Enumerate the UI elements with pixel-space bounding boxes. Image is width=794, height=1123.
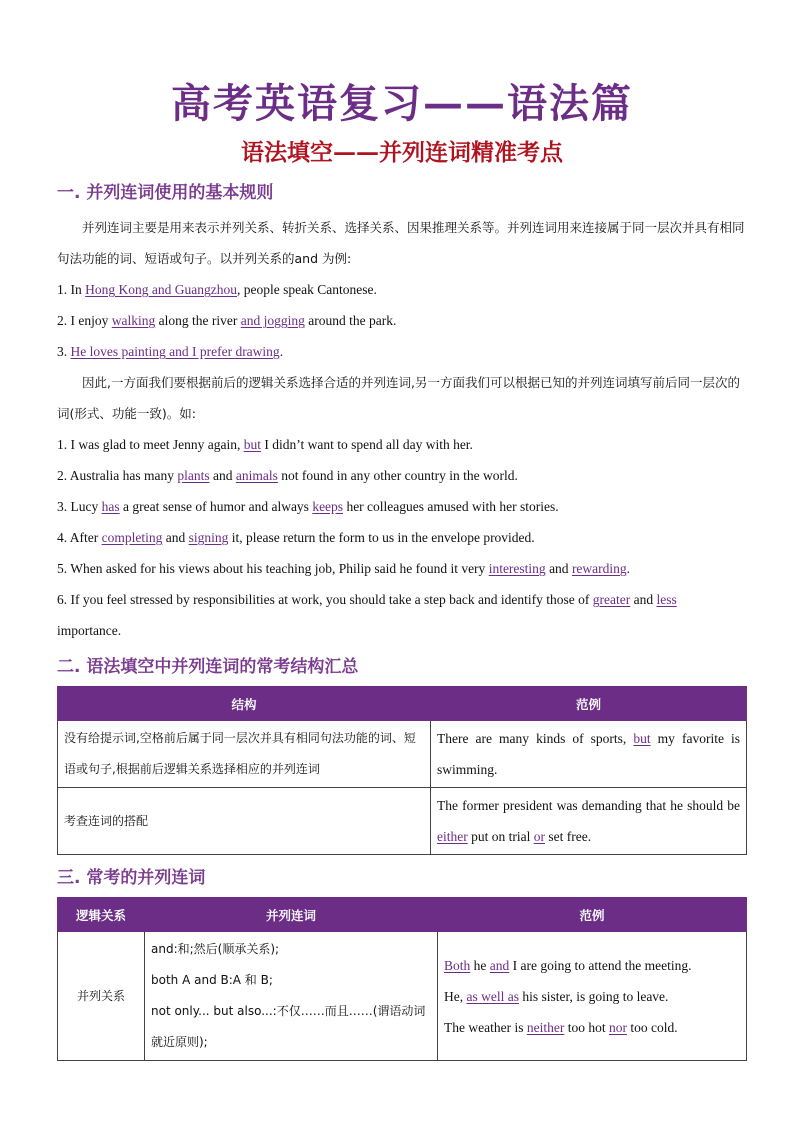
answer: nor xyxy=(608,1019,627,1035)
text: 1. In xyxy=(57,282,86,297)
section1-heading: 一. 并列连词使用的基本规则 xyxy=(57,183,274,203)
text: The weather is xyxy=(444,1019,527,1035)
column-header: 结构 xyxy=(58,687,431,721)
table-row xyxy=(58,721,747,788)
column-header: 范例 xyxy=(438,898,747,932)
text: he xyxy=(470,957,490,973)
question-line-4 xyxy=(57,522,747,553)
conjunction-item: and:和;然后(顺承关系); xyxy=(151,942,280,956)
answer: as well as xyxy=(466,988,519,1004)
text: 3. Lucy xyxy=(57,499,102,514)
structure-cell: 没有给提示词,空格前后属于同一层次并具有相同句法功能的词、短语或句子,根据前后逻辑关系选择相应的并列连词 xyxy=(58,721,431,788)
example-cell xyxy=(438,932,747,1061)
example-line-2 xyxy=(57,305,747,336)
example-line xyxy=(444,950,740,981)
answer: signing xyxy=(188,530,229,545)
text: . xyxy=(279,344,284,359)
text: put on trial xyxy=(467,829,534,844)
text: too cold. xyxy=(626,1019,678,1035)
answer: completing xyxy=(101,530,163,545)
table-row xyxy=(58,788,747,855)
text: . xyxy=(626,561,631,576)
text: 3. xyxy=(57,344,71,359)
structures-table xyxy=(57,686,747,855)
text: and xyxy=(209,468,236,483)
example-line xyxy=(444,981,740,1012)
conjunction-item: not only... but also...:不仅……而且……(谓语动词就近原则); xyxy=(151,1004,426,1049)
table-header-row xyxy=(58,898,747,932)
example-line xyxy=(444,1012,740,1043)
conjunction-cell xyxy=(145,932,438,1061)
text: , people speak Cantonese. xyxy=(236,282,377,297)
text: 4. After xyxy=(57,530,102,545)
column-header: 范例 xyxy=(431,687,747,721)
text: a great sense of humor and always xyxy=(119,499,313,514)
question-line-1 xyxy=(57,429,747,460)
answer: either xyxy=(437,829,468,844)
answer: and jogging xyxy=(240,313,305,328)
conjunctions-table xyxy=(57,897,747,1061)
structure-cell: 考查连词的搭配 xyxy=(58,788,431,855)
answer: walking xyxy=(111,313,156,328)
answer: Both xyxy=(444,957,471,973)
text: set free. xyxy=(544,829,592,844)
answer: keeps xyxy=(312,499,344,514)
answer: interesting xyxy=(488,561,546,576)
text: and xyxy=(162,530,189,545)
subtitle: 语法填空——并列连词精准考点 xyxy=(241,139,563,166)
section1-intro: 并列连词主要是用来表示并列关系、转折关系、选择关系、因果推理关系等。并列连词用来连接属于同一层次并具有相同句法功能的词、短语或句子。以并列关系的and 为例: xyxy=(57,220,745,266)
document-page xyxy=(57,78,747,1061)
main-title: 高考英语复习——语法篇 xyxy=(171,80,633,127)
text: I didn’t want to spend all day with her. xyxy=(260,437,473,452)
answer: rewarding xyxy=(571,561,627,576)
text: 2. I enjoy xyxy=(57,313,112,328)
text: The former president was demanding that he should be xyxy=(437,798,740,813)
answer: but xyxy=(633,731,651,746)
column-header: 并列连词 xyxy=(145,898,438,932)
relation-cell: 并列关系 xyxy=(58,932,145,1061)
text: He, xyxy=(444,988,467,1004)
question-line-5 xyxy=(57,553,747,584)
text: 5. When asked for his views about his teaching job, Philip said he found it very xyxy=(57,561,489,576)
text: 2. Australia has many xyxy=(57,468,178,483)
answer: animals xyxy=(235,468,278,483)
answer: He loves painting and I prefer drawing xyxy=(70,344,280,359)
table-row xyxy=(58,932,747,1061)
answer: plants xyxy=(177,468,210,483)
text: There are many kinds of sports, xyxy=(437,731,634,746)
answer: or xyxy=(533,829,545,844)
conjunction-item: both A and B:A 和 B; xyxy=(151,973,273,987)
answer: but xyxy=(243,437,261,452)
answer: and xyxy=(489,957,510,973)
answer: has xyxy=(101,499,120,514)
text: importance. xyxy=(57,623,122,638)
text: around the park. xyxy=(304,313,397,328)
text: too hot xyxy=(564,1019,609,1035)
example-cell xyxy=(431,721,747,788)
table-header-row xyxy=(58,687,747,721)
text: along the river xyxy=(155,313,241,328)
text: his sister, is going to leave. xyxy=(518,988,669,1004)
text: 1. I was glad to meet Jenny again, xyxy=(57,437,244,452)
text: my favorite is swimming. xyxy=(437,731,740,777)
example-line-3 xyxy=(57,336,747,367)
column-header: 逻辑关系 xyxy=(58,898,145,932)
answer: greater xyxy=(592,592,631,607)
example-cell xyxy=(431,788,747,855)
text: it, please return the form to us in the envelope provided. xyxy=(228,530,535,545)
text: not found in any other country in the world. xyxy=(277,468,518,483)
question-line-3 xyxy=(57,491,747,522)
section1-intro2: 因此,一方面我们要根据前后的逻辑关系选择合适的并列连词,另一方面我们可以根据已知的并列连词填写前后同一层次的词(形式、功能一致)。如: xyxy=(57,375,740,421)
question-line-2 xyxy=(57,460,747,491)
section2-heading: 二. 语法填空中并列连词的常考结构汇总 xyxy=(57,657,359,677)
text: her colleagues amused with her stories. xyxy=(343,499,559,514)
example-line-1 xyxy=(57,274,747,305)
answer: Hong Kong and Guangzhou xyxy=(85,282,237,297)
answer: neither xyxy=(526,1019,565,1035)
text: and xyxy=(545,561,572,576)
question-line-6 xyxy=(57,584,747,646)
text: and xyxy=(630,592,657,607)
section3-heading: 三. 常考的并列连词 xyxy=(57,868,206,888)
text: 6. If you feel stressed by responsibilities at work, you should take a step back and identify those of xyxy=(57,592,593,607)
text: I are going to attend the meeting. xyxy=(509,957,692,973)
answer: less xyxy=(656,592,677,607)
